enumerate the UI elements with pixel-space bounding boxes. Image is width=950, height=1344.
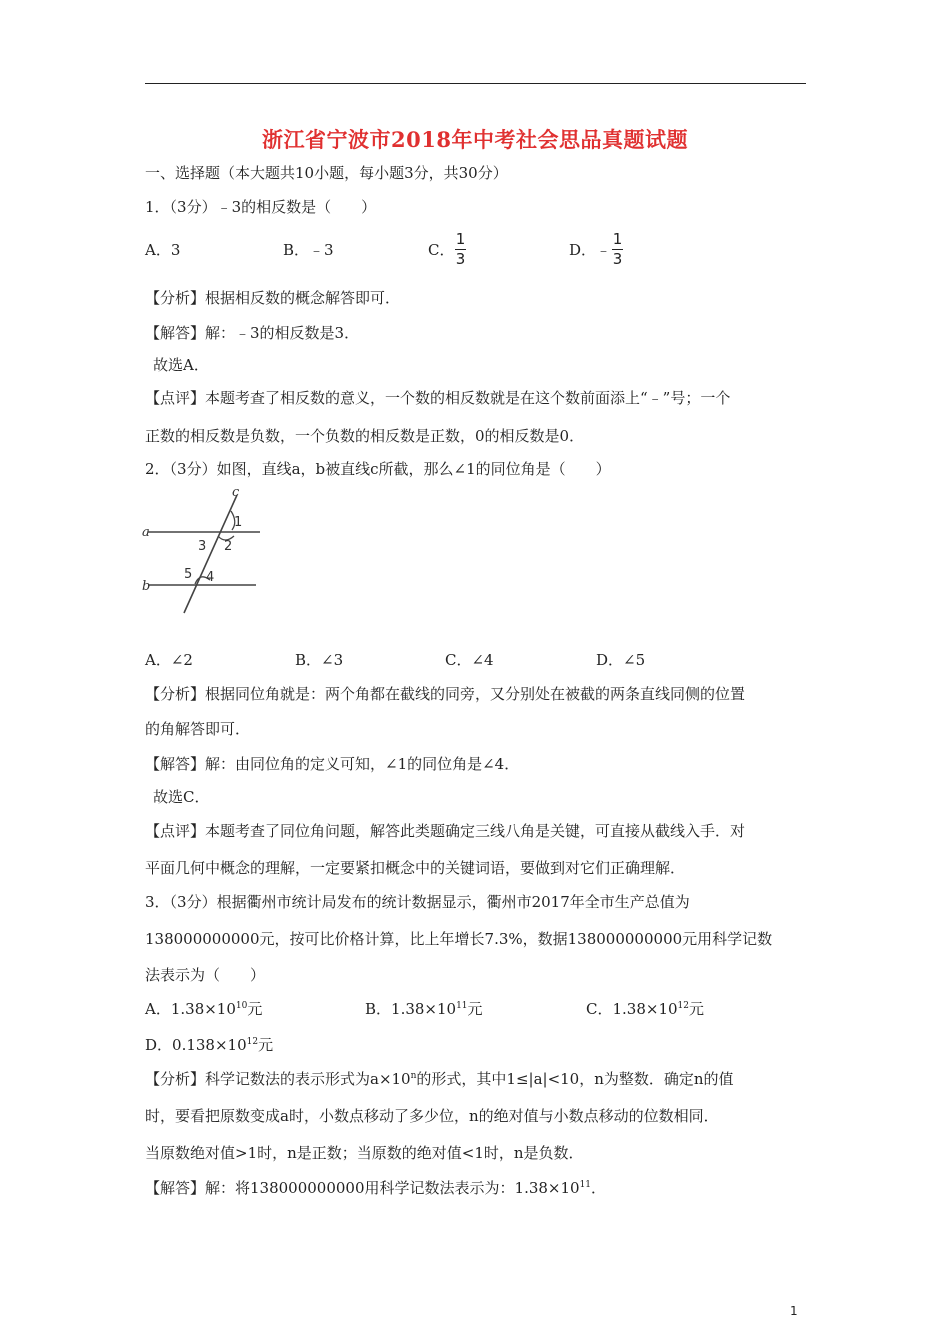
option-base: A．1.38×10 bbox=[145, 1000, 236, 1018]
q2-comment-line1: 【点评】本题考查了同位角问题，解答此类题确定三线八角是关键，可直接从截线入手．对 bbox=[145, 822, 746, 840]
q3-option-c bbox=[586, 999, 704, 1019]
option-unit: 元 bbox=[467, 1000, 483, 1018]
q3-analysis-line3: 当原数绝对值>1时，n是正数；当原数的绝对值<1时，n是负数． bbox=[145, 1144, 584, 1162]
q2-choice: 故选C． bbox=[153, 788, 210, 806]
q2-option-a: A．∠2 bbox=[145, 651, 193, 669]
q3-analysis-line1 bbox=[145, 1069, 734, 1089]
analysis-text: 【分析】科学记数法的表示形式为a×10 bbox=[145, 1070, 411, 1088]
q1-option-d-label: D．﹣ bbox=[569, 241, 612, 259]
q2-stem: 2．（3分）如图，直线a，b被直线c所截，那么∠1的同位角是（ ） bbox=[145, 460, 611, 478]
q2-comment-line2: 平面几何中概念的理解，一定要紧扣概念中的关键词语，要做到对它们正确理解． bbox=[145, 859, 686, 877]
q1-analysis: 【分析】根据相反数的概念解答即可． bbox=[145, 289, 401, 307]
option-unit: 元 bbox=[247, 1000, 263, 1018]
q3-stem-line3: 法表示为（ ） bbox=[145, 966, 266, 984]
q1-comment-line1: 【点评】本题考查了相反数的意义，一个数的相反数就是在这个数前面添上“﹣”号；一个 bbox=[145, 389, 731, 407]
q3-stem-line2: 138000000000元，按可比价格计算，比上年增长7.3%，数据138000000000元用科学记数 bbox=[145, 930, 773, 948]
q2-analysis-line1: 【分析】根据同位角就是：两个角都在截线的同旁，又分别处在被截的两条直线同侧的位置 bbox=[145, 685, 746, 703]
label-angle-3: 3 bbox=[198, 539, 207, 554]
page-title: 浙江省宁波市2018年中考社会思品真题试题 bbox=[262, 127, 688, 152]
q2-analysis-line2: 的角解答即可． bbox=[145, 720, 251, 738]
analysis-text: 的形式，其中1≤|a|<10，n为整数．确定n的值 bbox=[416, 1070, 734, 1088]
q2-option-c: C．∠4 bbox=[445, 651, 494, 669]
fraction-numerator: 1 bbox=[455, 230, 466, 248]
q2-option-b: B．∠3 bbox=[295, 651, 344, 669]
q3-option-d bbox=[145, 1035, 273, 1055]
label-b: b bbox=[142, 579, 151, 594]
option-unit: 元 bbox=[688, 1000, 704, 1018]
line-c bbox=[184, 495, 237, 613]
q1-option-d-fraction bbox=[612, 231, 623, 267]
label-a: a bbox=[142, 525, 150, 540]
q1-choice: 故选A． bbox=[153, 356, 209, 374]
q1-option-c-label: C． bbox=[428, 241, 455, 259]
q1-comment-line2: 正数的相反数是负数，一个负数的相反数是正数，0的相反数是0． bbox=[145, 427, 585, 445]
q3-analysis-line2: 时，要看把原数变成a时，小数点移动了多少位，n的绝对值与小数点移动的位数相同． bbox=[145, 1107, 719, 1125]
option-exponent: 12 bbox=[246, 1037, 259, 1047]
q1-solution: 【解答】解：﹣3的相反数是3． bbox=[145, 324, 360, 342]
q3-option-a bbox=[145, 999, 262, 1019]
fraction-denominator: 3 bbox=[612, 250, 623, 268]
q2-option-d: D．∠5 bbox=[596, 651, 646, 669]
analysis-exponent: n bbox=[410, 1071, 417, 1081]
q1-option-a: A．3 bbox=[145, 241, 181, 259]
option-base: D．0.138×10 bbox=[145, 1036, 247, 1054]
option-exponent: 12 bbox=[677, 1001, 689, 1011]
solution-text: 【解答】解：将138000000000用科学记数法表示为：1.38×10 bbox=[145, 1179, 580, 1197]
q3-solution bbox=[145, 1178, 606, 1198]
option-base: C．1.38×10 bbox=[586, 1000, 678, 1018]
label-angle-5: 5 bbox=[184, 567, 193, 582]
option-base: B．1.38×10 bbox=[365, 1000, 457, 1018]
label-angle-1: 1 bbox=[234, 515, 243, 530]
solution-text: ． bbox=[591, 1179, 607, 1197]
fraction-numerator: 1 bbox=[612, 230, 623, 248]
option-unit: 元 bbox=[258, 1036, 274, 1054]
label-angle-4: 4 bbox=[206, 570, 215, 585]
q1-option-c-fraction bbox=[455, 231, 466, 267]
q2-figure bbox=[140, 484, 265, 616]
q1-stem: 1．（3分）﹣3的相反数是（ ） bbox=[145, 198, 377, 216]
q3-stem-line1: 3．（3分）根据衢州市统计局发布的统计数据显示，衢州市2017年全市生产总值为 bbox=[145, 893, 690, 911]
q1-option-b: B．﹣3 bbox=[283, 241, 334, 259]
option-exponent: 10 bbox=[235, 1001, 248, 1011]
q3-option-b bbox=[365, 999, 483, 1019]
q2-solution: 【解答】解：由同位角的定义可知，∠1的同位角是∠4． bbox=[145, 755, 520, 773]
solution-exponent: 11 bbox=[579, 1180, 592, 1190]
label-c: c bbox=[232, 485, 240, 500]
section-heading: 一、选择题（本大题共10小题，每小题3分，共30分） bbox=[145, 164, 508, 182]
fraction-denominator: 3 bbox=[455, 250, 466, 268]
option-exponent: 11 bbox=[456, 1001, 468, 1011]
label-angle-2: 2 bbox=[224, 539, 233, 554]
header-rule bbox=[145, 83, 806, 84]
page-number: 1 bbox=[790, 1304, 798, 1318]
